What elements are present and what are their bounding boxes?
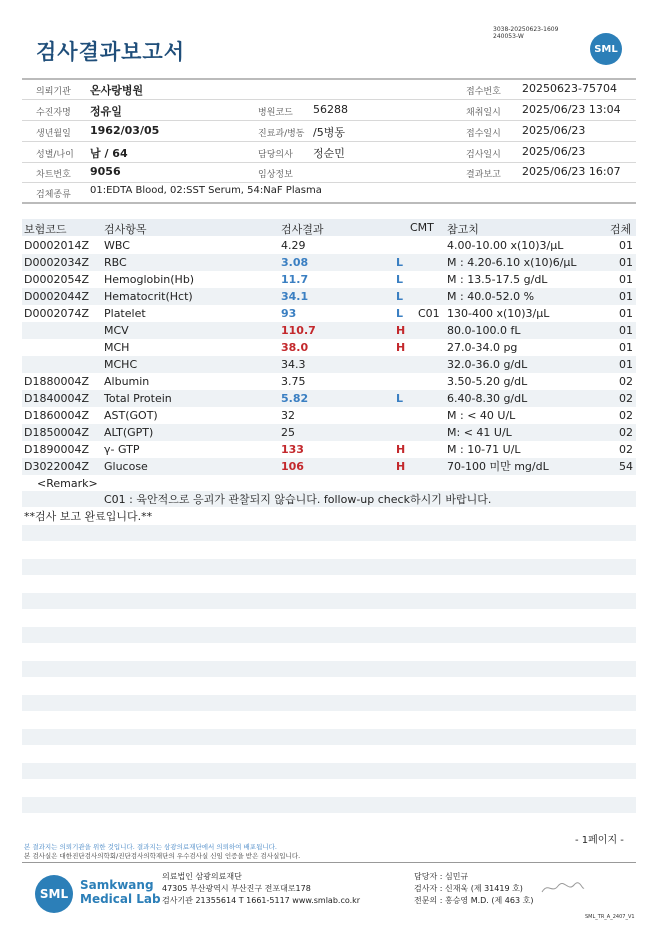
cell-spec: 01 [619,324,633,337]
cell-result: 3.75 [281,375,306,388]
sml-logo: SML [590,33,622,65]
cell-ref: M: < 41 U/L [447,426,512,439]
col-code: 보험코드 [24,223,67,236]
form-code: SML_TR_A_2407_V1 [585,914,635,920]
cell-result: 34.3 [281,358,306,371]
cell-ref: 80.0-100.0 fL [447,324,521,337]
cell-code: D1850004Z [24,426,89,439]
top-code-line: 3038-20250623-1609 [493,26,559,33]
cell-result: 25 [281,426,295,439]
chart-value: 9056 [90,165,121,178]
top-code-line: 240053-W [493,33,524,40]
cell-code: D0002074Z [24,307,89,320]
cell-code: D0002014Z [24,239,89,252]
brand-name [80,878,161,906]
cell-code: D1890004Z [24,443,89,456]
test-date-value: 2025/06/23 [522,145,586,158]
complete-text: **검사 보고 완료입니다.** [24,510,153,523]
col-cmt: CMT [410,221,434,234]
brand-line: Medical Lab [80,892,161,906]
cell-flag: H [396,443,406,456]
staff-line: 검사자 : 신재욱 (제 31419 호) [414,884,523,893]
cell-item: Hemoglobin(Hb) [104,273,195,286]
cell-ref: M : 13.5-17.5 g/dL [447,273,548,286]
footer-notice: 본 검사실은 대한진단검사의학회/진단검사의학재단의 우수검사실 신임 인증을 받은 검사실입니다. [24,852,301,860]
empty-band [22,661,636,677]
cell-code: D1840004Z [24,392,89,405]
cell-result: 38.0 [281,341,309,354]
header-divider [22,182,636,183]
receipt-no-value: 20250623-75704 [522,82,617,95]
cell-spec: 01 [619,290,633,303]
sml-footer-logo: SML [35,875,73,913]
cell-code: D0002034Z [24,256,89,269]
cell-item: γ- GTP [104,443,140,456]
dob-value: 1962/03/05 [90,124,160,137]
report-value: 2025/06/23 16:07 [522,165,621,178]
staff-line: 전문의 : 홍승영 M.D. (제 463 호) [414,896,534,905]
sex-age-label: 성별/나이 [36,150,74,160]
cell-code: D3022004Z [24,460,89,473]
cell-spec: 01 [619,273,633,286]
report-title: 검사결과보고서 [36,40,186,64]
staff-line: 담당자 : 심민규 [414,872,469,881]
org-line: 검사기관 21355614 T 1661-5117 www.smlab.co.kr [162,896,361,905]
cell-item: WBC [104,239,130,252]
empty-band [22,627,636,643]
test-date-label: 검사일시 [466,150,501,160]
cell-flag: L [396,307,404,320]
cell-flag: L [396,256,404,269]
org-line: 47305 부산광역시 부산진구 전포대로178 [162,884,311,893]
cell-flag: H [396,341,406,354]
org-info [162,871,360,907]
cell-result: 34.1 [281,290,309,303]
hospital-code-value: 56288 [313,103,348,116]
institution-value: 온사랑병원 [90,84,144,97]
header-bottom-divider [22,202,636,204]
header-divider [22,162,636,163]
collect-value: 2025/06/23 13:04 [522,103,621,116]
cell-ref: 32.0-36.0 g/dL [447,358,528,371]
cell-flag: H [396,324,406,337]
cell-result: 93 [281,307,297,320]
cell-spec: 01 [619,239,633,252]
col-item: 검사항목 [104,223,147,236]
cell-item: RBC [104,256,127,269]
cell-code: D0002054Z [24,273,89,286]
empty-band [22,593,636,609]
doctor-label: 담당의사 [258,150,293,160]
cell-code: D1860004Z [24,409,89,422]
col-spec: 검체 [610,223,632,236]
cell-spec: 02 [619,392,633,405]
cell-result: 106 [281,460,304,473]
cell-result: 133 [281,443,304,456]
cell-flag: L [396,290,404,303]
cell-item: Hematocrit(Hct) [104,290,193,303]
dept-value: /5병동 [313,126,345,139]
cell-flag: H [396,460,406,473]
cell-ref: 70-100 미만 mg/dL [447,460,549,473]
patient-value: 정유일 [90,105,122,118]
sex-age-value: 남 / 64 [90,147,128,160]
cell-cmt: C01 [418,307,440,320]
collect-label: 채취일시 [466,108,501,118]
cell-spec: 02 [619,375,633,388]
cell-spec: 02 [619,443,633,456]
cell-result: 32 [281,409,295,422]
col-ref: 참고치 [447,223,479,236]
org-line: 의료법인 삼광의료재단 [162,872,242,881]
cell-item: Albumin [104,375,150,388]
cell-ref: M : < 40 U/L [447,409,516,422]
cell-result: 3.08 [281,256,309,269]
header-divider [22,99,636,100]
footer-notice: 본 결과지는 의뢰기관을 위한 것입니다. 결과지는 삼광의료재단에서 의뢰하여 배포됩니다. [24,843,277,851]
cell-item: MCV [104,324,129,337]
cell-spec: 01 [619,307,633,320]
chart-label: 차트번호 [36,170,71,180]
header-divider [22,141,636,142]
institution-label: 의뢰기관 [36,87,71,97]
remark-text: C01 : 육안적으로 응괴가 관찰되지 않습니다. follow-up check하시기 바랍니다. [104,493,492,506]
cell-spec: 02 [619,426,633,439]
cell-flag: L [396,392,404,405]
cell-item: Platelet [104,307,146,320]
cell-result: 5.82 [281,392,309,405]
specimen-value: 01:EDTA Blood, 02:SST Serum, 54:NaF Plasma [90,185,322,196]
dob-label: 생년월일 [36,129,71,139]
cell-spec: 54 [619,460,633,473]
cell-ref: 3.50-5.20 g/dL [447,375,528,388]
doctor-value: 정순민 [313,147,345,160]
cell-item: MCHC [104,358,138,371]
brand-line: Samkwang [80,878,154,892]
col-result: 검사결과 [281,223,324,236]
cell-item: AST(GOT) [104,409,158,422]
cell-result: 110.7 [281,324,316,337]
patient-label: 수진자명 [36,108,71,118]
cell-item: MCH [104,341,130,354]
dept-label: 진료과/병동 [258,129,305,139]
cell-code: D0002044Z [24,290,89,303]
empty-band [22,763,636,779]
empty-band [22,695,636,711]
cell-ref: M : 40.0-52.0 % [447,290,535,303]
receipt-date-value: 2025/06/23 [522,124,586,137]
remark-label: <Remark> [37,477,98,490]
cell-code: D1880004Z [24,375,89,388]
empty-band [22,559,636,575]
signature-image [540,880,586,896]
staff-info [414,871,533,907]
cell-flag: L [396,273,404,286]
footer-divider [22,862,636,863]
cell-ref: 130-400 x(10)3/μL [447,307,550,320]
cell-ref: M : 4.20-6.10 x(10)6/μL [447,256,577,269]
empty-band [22,729,636,745]
cell-ref: 4.00-10.00 x(10)3/μL [447,239,564,252]
cell-result: 4.29 [281,239,306,252]
hospital-code-label: 병원코드 [258,108,293,118]
receipt-date-label: 접수일시 [466,129,501,139]
header-top-divider [22,78,636,80]
cell-spec: 01 [619,341,633,354]
clinical-label: 임상정보 [258,170,293,180]
specimen-label: 검체종류 [36,190,71,200]
empty-band [22,797,636,813]
report-label: 결과보고 [466,170,501,180]
empty-band [22,525,636,541]
header-divider [22,120,636,121]
cell-item: Total Protein [104,392,172,405]
cell-spec: 01 [619,256,633,269]
cell-result: 11.7 [281,273,309,286]
cell-ref: 27.0-34.0 pg [447,341,518,354]
cell-item: ALT(GPT) [104,426,154,439]
receipt-no-label: 접수번호 [466,87,501,97]
cell-ref: M : 10-71 U/L [447,443,521,456]
cell-item: Glucose [104,460,148,473]
cell-spec: 01 [619,358,633,371]
cell-ref: 6.40-8.30 g/dL [447,392,528,405]
cell-spec: 02 [619,409,633,422]
top-code [493,26,558,40]
page-number: - 1페이지 - [575,835,624,846]
